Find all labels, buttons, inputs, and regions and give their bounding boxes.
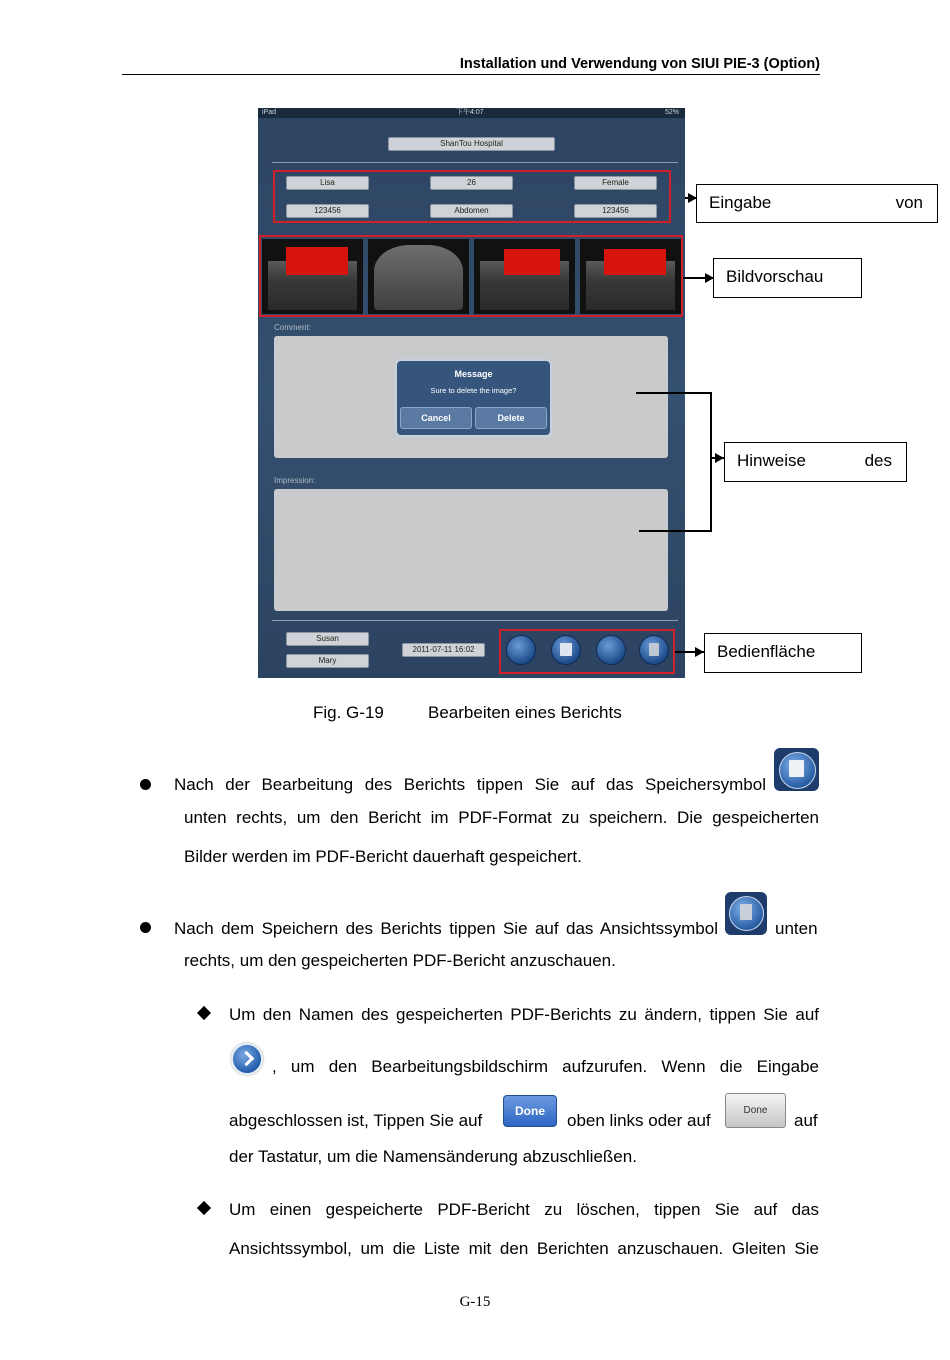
callout-hinweise <box>724 442 907 482</box>
patient-name-field[interactable]: Lisa <box>286 176 369 190</box>
dialog-message: Sure to delete the image? <box>430 386 517 395</box>
sub1-line2: , um den Bearbeitungsbildschirm aufzurufen. Wenn die Eingabe <box>272 1057 819 1076</box>
operator-field[interactable]: Susan <box>286 632 369 646</box>
comment-label: Comment: <box>274 323 311 332</box>
callout-bildvorschau: Bildvorschau <box>713 258 862 298</box>
view-symbol-icon <box>725 892 767 935</box>
bullet2-line1-end: unten <box>775 919 818 938</box>
callout-bedienflaeche: Bedienfläche <box>704 633 862 673</box>
sub1-line3a: abgeschlossen ist, Tippen Sie auf <box>229 1111 483 1130</box>
bullet2-line1: Nach dem Speichern des Berichts tippen Sie auf das Ansichtssymbol <box>174 919 718 938</box>
callout-eingabe <box>696 184 938 223</box>
callout-hinweise-text: Hinweise <box>737 451 806 470</box>
image-thumbnail[interactable] <box>262 239 363 314</box>
sub1-line3b: oben links oder auf <box>567 1111 711 1130</box>
physician-field[interactable]: Mary <box>286 654 369 668</box>
patient-id-field[interactable]: 123456 <box>286 204 369 218</box>
done-grey-button-image: Done <box>725 1093 786 1128</box>
patient-gender-field[interactable]: Female <box>574 176 657 190</box>
bullet <box>140 779 151 790</box>
globe-icon[interactable] <box>506 635 536 665</box>
delete-dialog <box>395 359 552 437</box>
impression-textarea[interactable] <box>274 489 668 611</box>
exam-field[interactable]: Abdomen <box>430 204 513 218</box>
impression-label: Impression: <box>274 476 316 485</box>
sub1-line4: der Tastatur, um die Namensänderung abzuschließen. <box>229 1147 637 1166</box>
callout-hinweise-des: des <box>864 451 892 470</box>
status-battery: 52% <box>664 109 679 116</box>
datetime-field[interactable]: 2011-07-11 16:02 <box>402 643 485 657</box>
sub2-line2: Ansichtssymbol, um die Liste mit den Berichten anzuschauen. Gleiten Sie <box>229 1239 819 1258</box>
number-field[interactable]: 123456 <box>574 204 657 218</box>
status-device: iPad <box>262 109 277 116</box>
patient-age-field[interactable]: 26 <box>430 176 513 190</box>
divider <box>272 620 678 621</box>
bullet1-line2: unten rechts, um den Bericht im PDF-Format zu speichern. Die gespeicherten <box>184 808 819 827</box>
image-thumbnail[interactable] <box>368 239 469 314</box>
hospital-field[interactable]: ShanTou Hospital <box>388 137 555 151</box>
delete-button[interactable]: Delete <box>475 407 547 429</box>
done-blue-button-image: Done <box>503 1095 557 1127</box>
callout-eingabe-text: Eingabe <box>709 193 772 212</box>
dialog-title: Message <box>454 369 493 379</box>
status-time: 下午4:07 <box>456 109 484 116</box>
sub2-line1: Um einen gespeicherte PDF-Bericht zu löschen, tippen Sie auf das <box>229 1200 819 1219</box>
save-icon[interactable] <box>551 635 581 665</box>
bracket-line <box>636 392 712 394</box>
bullet1-line3: Bilder werden im PDF-Bericht dauerhaft gespeichert. <box>184 847 582 866</box>
page-number: G-15 <box>459 1294 491 1310</box>
refresh-icon[interactable] <box>596 635 626 665</box>
divider <box>272 162 678 163</box>
cancel-button[interactable]: Cancel <box>400 407 472 429</box>
bullet1-line1: Nach der Bearbeitung des Berichts tippen Sie auf das Speichersymbol <box>174 775 766 794</box>
bullet <box>140 922 151 933</box>
status-bar <box>258 108 685 118</box>
diamond-bullet <box>197 1201 211 1215</box>
ipad-screenshot <box>258 108 685 678</box>
figure-number: Fig. G-19 <box>313 703 384 722</box>
chevron-right-icon <box>231 1043 263 1075</box>
diamond-bullet <box>197 1006 211 1020</box>
page-header: Installation und Verwendung von SIUI PIE-3 (Option) <box>122 56 820 75</box>
callout-arrow <box>715 453 724 463</box>
sub1-line3c: auf <box>794 1111 818 1130</box>
image-thumbnail[interactable] <box>580 239 681 314</box>
callout-eingabe-von: von <box>895 193 923 212</box>
view-icon[interactable] <box>639 635 669 665</box>
save-symbol-icon <box>774 748 819 791</box>
image-thumbnail[interactable] <box>474 239 575 314</box>
callout-arrow <box>695 647 704 657</box>
figure-caption: Bearbeiten eines Berichts <box>428 703 622 722</box>
sub1-line1: Um den Namen des gespeicherten PDF-Berichts zu ändern, tippen Sie auf <box>229 1005 819 1024</box>
bracket-line <box>710 392 712 531</box>
bracket-line <box>639 530 712 532</box>
bullet2-line2: rechts, um den gespeicherten PDF-Bericht anzuschauen. <box>184 951 616 970</box>
